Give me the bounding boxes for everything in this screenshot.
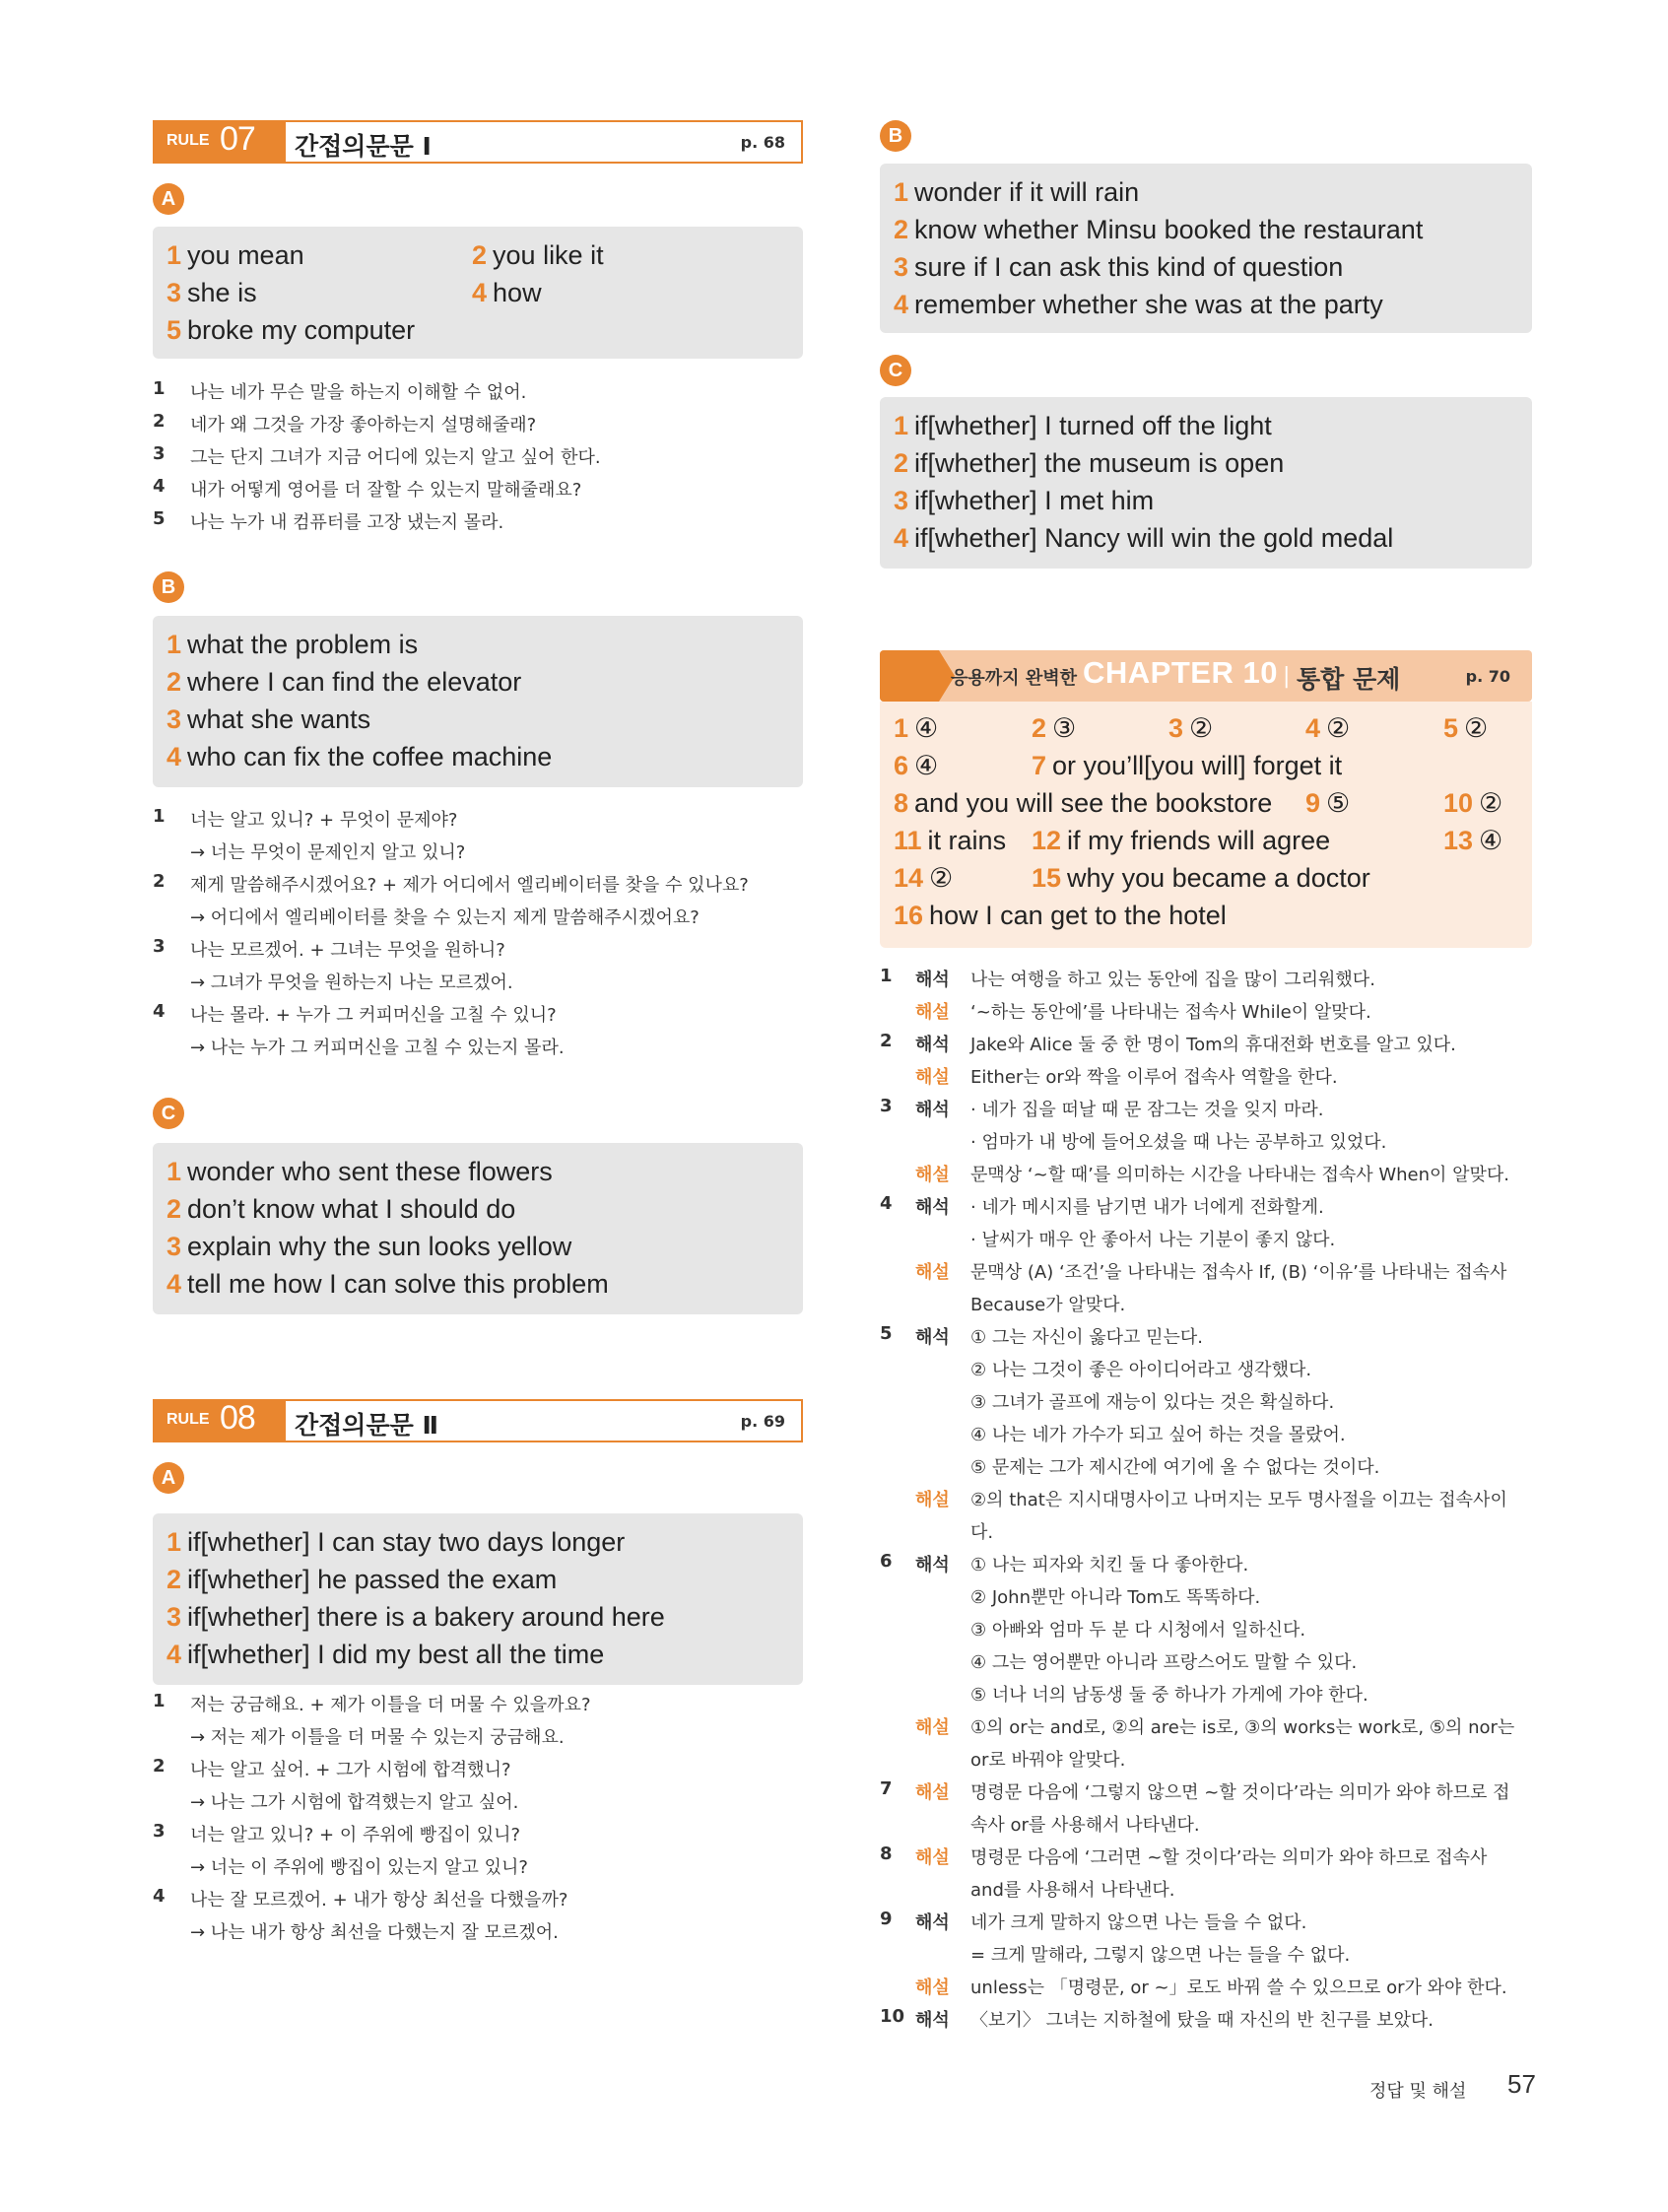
answer-item: 1 if[whether] I can stay two days longer <box>167 1527 626 1557</box>
answer-item: 1 what the problem is <box>167 630 419 659</box>
answer-item: 2 if[whether] the museum is open <box>894 448 1285 478</box>
answer-item: 13 ④ <box>1443 826 1503 855</box>
answer-item: 3 explain why the sun looks yellow <box>167 1232 572 1261</box>
rule08-page: p. 69 <box>740 1412 785 1431</box>
answer-item: 2 you like it <box>472 240 604 270</box>
answer-item: 9 ⑤ <box>1305 788 1351 818</box>
chapter-arrow-icon <box>880 650 939 702</box>
answer-item: 16 how I can get to the hotel <box>894 901 1227 930</box>
rule07-header <box>153 120 803 164</box>
answer-item: 3 if[whether] there is a bakery around here <box>167 1602 665 1632</box>
answer-item: 11 it rains <box>894 826 1007 855</box>
answer-item: 1 if[whether] I turned off the light <box>894 411 1272 440</box>
answer-item: 4 tell me how I can solve this problem <box>167 1269 609 1299</box>
rule07-title: 간접의문문 Ⅰ <box>295 132 432 161</box>
answer-item: 7 or you’ll[you will] forget it <box>1032 751 1343 780</box>
rule07-page: p. 68 <box>740 133 785 152</box>
chapter-page: p. 70 <box>1465 667 1510 686</box>
rule07-a-answer-box <box>153 227 803 359</box>
answer-item: 4 remember whether she was at the party <box>894 290 1383 319</box>
rule07-number: 07 <box>220 120 255 158</box>
rule08-number: 08 <box>220 1399 255 1437</box>
rule08-header <box>153 1399 803 1442</box>
answer-item: 1 wonder who sent these flowers <box>167 1157 553 1186</box>
rule07-section-b-badge: B <box>153 571 184 603</box>
answer-item: 3 ② <box>1168 713 1214 743</box>
answer-item: 1 wonder if it will rain <box>894 177 1140 207</box>
answer-item: 4 how <box>472 278 542 307</box>
answer-item: 4 if[whether] I did my best all the time <box>167 1640 605 1669</box>
rule08-tag-label: RULE <box>167 1411 210 1428</box>
answer-item: 2 ③ <box>1032 713 1077 743</box>
rule08-title: 간접의문문 Ⅱ <box>295 1411 438 1440</box>
answer-item: 10 ② <box>1443 788 1503 818</box>
answer-item: 5 broke my computer <box>167 315 416 345</box>
answer-item: 15 why you became a doctor <box>1032 863 1370 893</box>
rule07-section-c-badge: C <box>153 1098 184 1129</box>
rule08-tag <box>155 1401 286 1441</box>
rule07-tag-label: RULE <box>167 132 210 149</box>
answer-item: 14 ② <box>894 863 954 893</box>
chapter-prefix: 응용까지 완벽한 <box>951 668 1077 689</box>
rule07-c-answer-box <box>153 1143 803 1314</box>
chapter-title: 통합 문제 <box>1297 665 1401 694</box>
answer-item: 12 if my friends will agree <box>1032 826 1331 855</box>
answer-item: 8 and you will see the bookstore <box>894 788 1273 818</box>
answer-item: 2 if[whether] he passed the exam <box>167 1565 558 1594</box>
chapter-answer-box <box>880 702 1532 948</box>
answer-item: 6 ④ <box>894 751 939 780</box>
answer-item: 3 sure if I can ask this kind of question <box>894 252 1344 282</box>
rule07-section-a-badge: A <box>153 183 184 215</box>
answer-item: 3 if[whether] I met him <box>894 486 1155 515</box>
answer-item: 2 know whether Minsu booked the restaurant <box>894 215 1424 244</box>
answer-item: 5 ② <box>1443 713 1489 743</box>
answer-item: 3 she is <box>167 278 257 307</box>
rule07-tag <box>155 122 286 162</box>
chapter-separator: | <box>1283 664 1291 689</box>
chapter-name: CHAPTER 10 <box>1083 655 1278 690</box>
answer-item: 1 you mean <box>167 240 304 270</box>
rule08-section-c-badge: C <box>880 355 911 386</box>
rule08-a-answer-box <box>153 1513 803 1685</box>
answer-item: 4 ② <box>1305 713 1351 743</box>
rule08-c-answer-box <box>880 397 1532 569</box>
rule08-b-answer-box <box>880 164 1532 333</box>
answer-item: 4 who can fix the coffee machine <box>167 742 553 771</box>
answer-item: 3 what she wants <box>167 704 371 734</box>
footer-label: 정답 및 해설 <box>1369 2081 1467 2102</box>
answer-item: 2 where I can find the elevator <box>167 667 522 697</box>
chapter-header <box>880 650 1532 702</box>
answer-item: 1 ④ <box>894 713 939 743</box>
answer-item: 4 if[whether] Nancy will win the gold medal <box>894 523 1394 553</box>
rule08-section-a-badge: A <box>153 1462 184 1494</box>
rule08-section-b-badge: B <box>880 120 911 152</box>
page-number: 57 <box>1507 2069 1536 2099</box>
answer-item: 2 don’t know what I should do <box>167 1194 516 1224</box>
rule07-b-answer-box <box>153 616 803 787</box>
